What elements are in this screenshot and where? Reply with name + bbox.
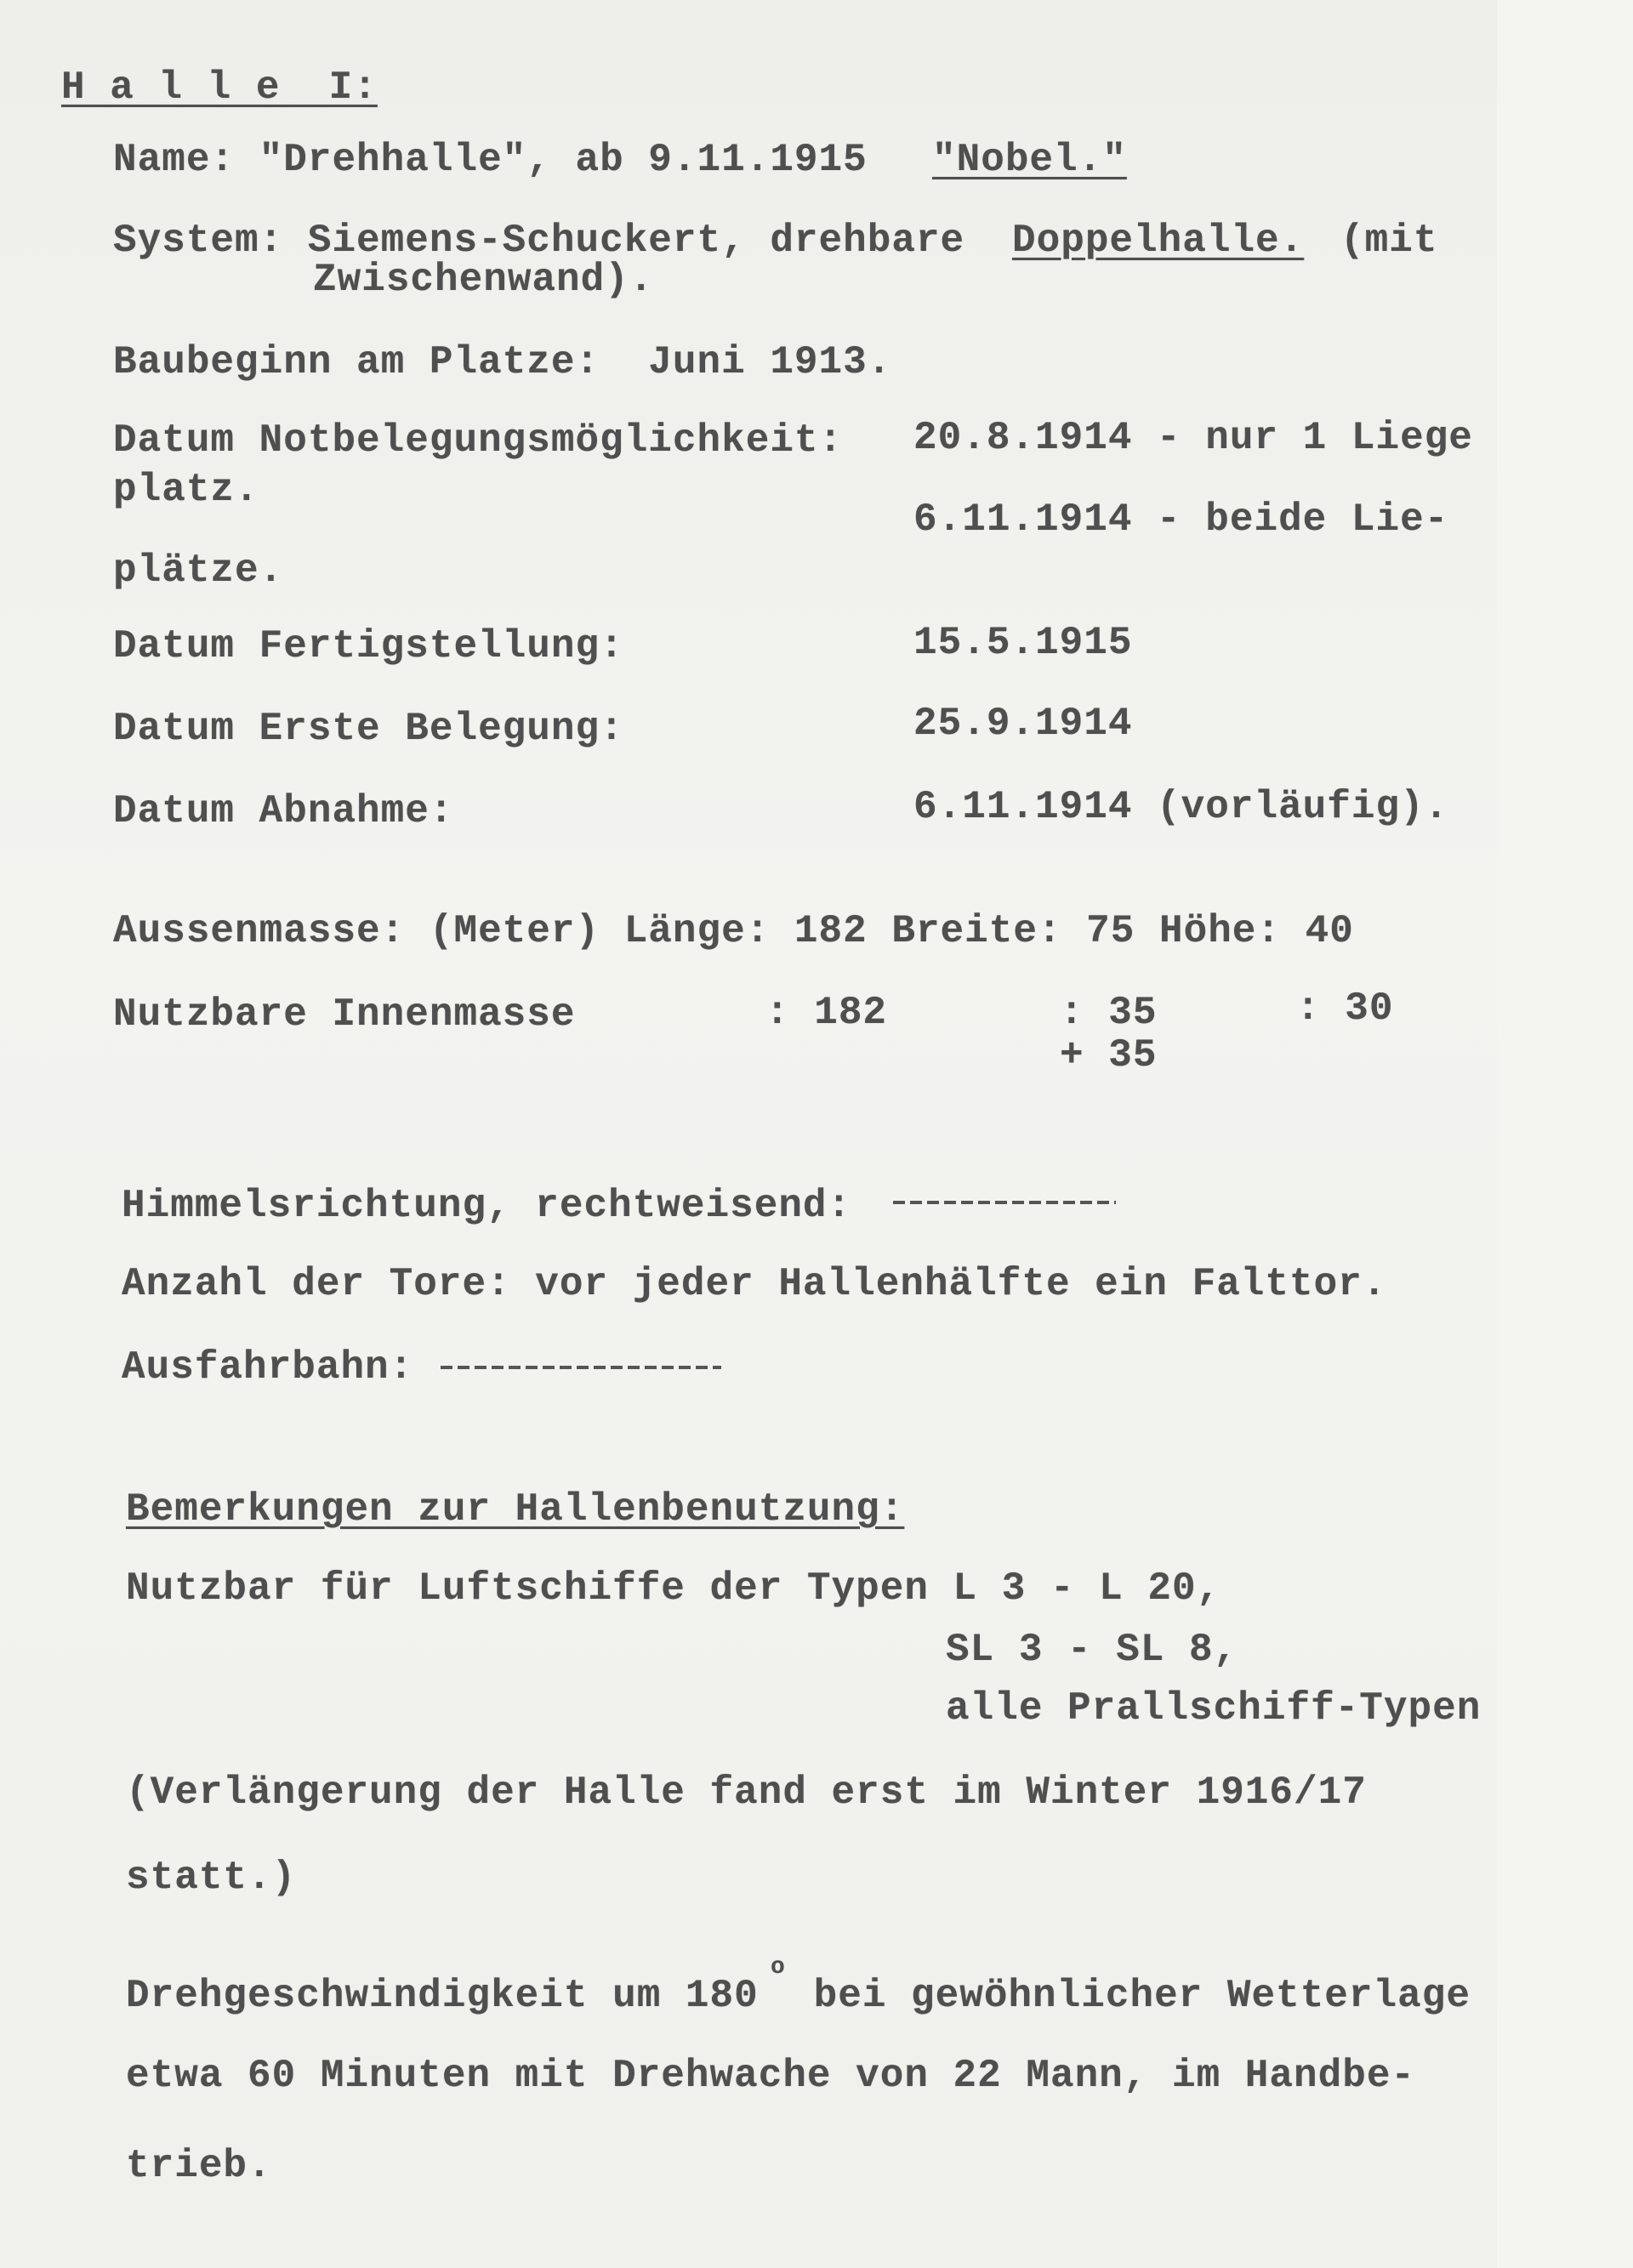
abnahme-label: Datum Abnahme:: [113, 789, 454, 833]
notbelegung-value1: 20.8.1914 - nur 1 Liege: [913, 416, 1473, 460]
system-line1-suffix: (mit: [1340, 219, 1438, 263]
erste-belegung-value: 25.9.1914: [913, 702, 1133, 746]
baubeginn: Baubeginn am Platze: Juni 1913.: [113, 340, 892, 384]
bemerkungen-heading: Bemerkungen zur Hallenbenutzung:: [126, 1487, 905, 1532]
aussenmasse: Aussenmasse: (Meter) Länge: 182 Breite: 75 Höhe: 40: [113, 909, 1354, 953]
notbelegung-cont2: plätze.: [113, 549, 284, 593]
verlaengerung-line2: statt.): [126, 1856, 297, 1900]
ausfahrbahn-blank: [441, 1366, 721, 1369]
nutzbar-line2: SL 3 - SL 8,: [946, 1628, 1238, 1672]
drehgeschwindigkeit-line1-b: bei gewöhnlicher Wetterlage: [789, 1974, 1471, 2018]
paper-edge: [1497, 0, 1633, 2268]
fertigstellung-label: Datum Fertigstellung:: [113, 624, 624, 668]
nutzbar-line3: alle Prallschiff-Typen: [946, 1686, 1482, 1731]
innenmasse-hoehe: : 30: [1296, 986, 1394, 1031]
system-line2: Zwischenwand).: [313, 258, 654, 302]
abnahme-value: 6.11.1914 (vorläufig).: [913, 785, 1449, 829]
system-line1-prefix: System: Siemens-Schuckert, drehbare: [113, 219, 965, 263]
drehgeschwindigkeit-line1-a: Drehgeschwindigkeit um 180: [126, 1974, 759, 2018]
himmelsrichtung-blank: [893, 1201, 1116, 1204]
innenmasse-breite: : 35: [1060, 991, 1158, 1035]
innenmasse-label: Nutzbare Innenmasse: [113, 992, 576, 1037]
heading: H a l l e I:: [61, 65, 378, 110]
erste-belegung-label: Datum Erste Belegung:: [113, 707, 624, 751]
drehgeschwindigkeit-line2: etwa 60 Minuten mit Drehwache von 22 Mann, im Handbe-: [126, 2054, 1416, 2098]
system-line1-underlined: Doppelhalle.: [1012, 219, 1305, 263]
himmelsrichtung: Himmelsrichtung, rechtweisend:: [122, 1184, 852, 1228]
ausfahrbahn: Ausfahrbahn:: [122, 1345, 414, 1390]
notbelegung-value2: 6.11.1914 - beide Lie-: [913, 497, 1449, 542]
innenmasse-laenge: : 182: [765, 991, 888, 1035]
verlaengerung-line1: (Verlängerung der Halle fand erst im Winter 1916/17: [126, 1771, 1367, 1815]
fertigstellung-value: 15.5.1915: [913, 621, 1133, 665]
nutzbar-line1: Nutzbar für Luftschiffe der Typen L 3 - L 20,: [126, 1566, 1221, 1611]
anzahl-tore: Anzahl der Tore: vor jeder Hallenhälfte ein Falttor.: [122, 1262, 1387, 1306]
notbelegung-cont1: platz.: [113, 468, 259, 512]
drehgeschwindigkeit-line3: trieb.: [126, 2144, 272, 2188]
name-value: "Nobel.": [932, 138, 1127, 182]
name-label: Name: "Drehhalle", ab 9.11.1915: [113, 138, 868, 182]
notbelegung-label: Datum Notbelegungsmöglichkeit:: [113, 418, 844, 463]
innenmasse-breite2: + 35: [1060, 1033, 1158, 1077]
degree-sign: o: [771, 1954, 786, 1981]
